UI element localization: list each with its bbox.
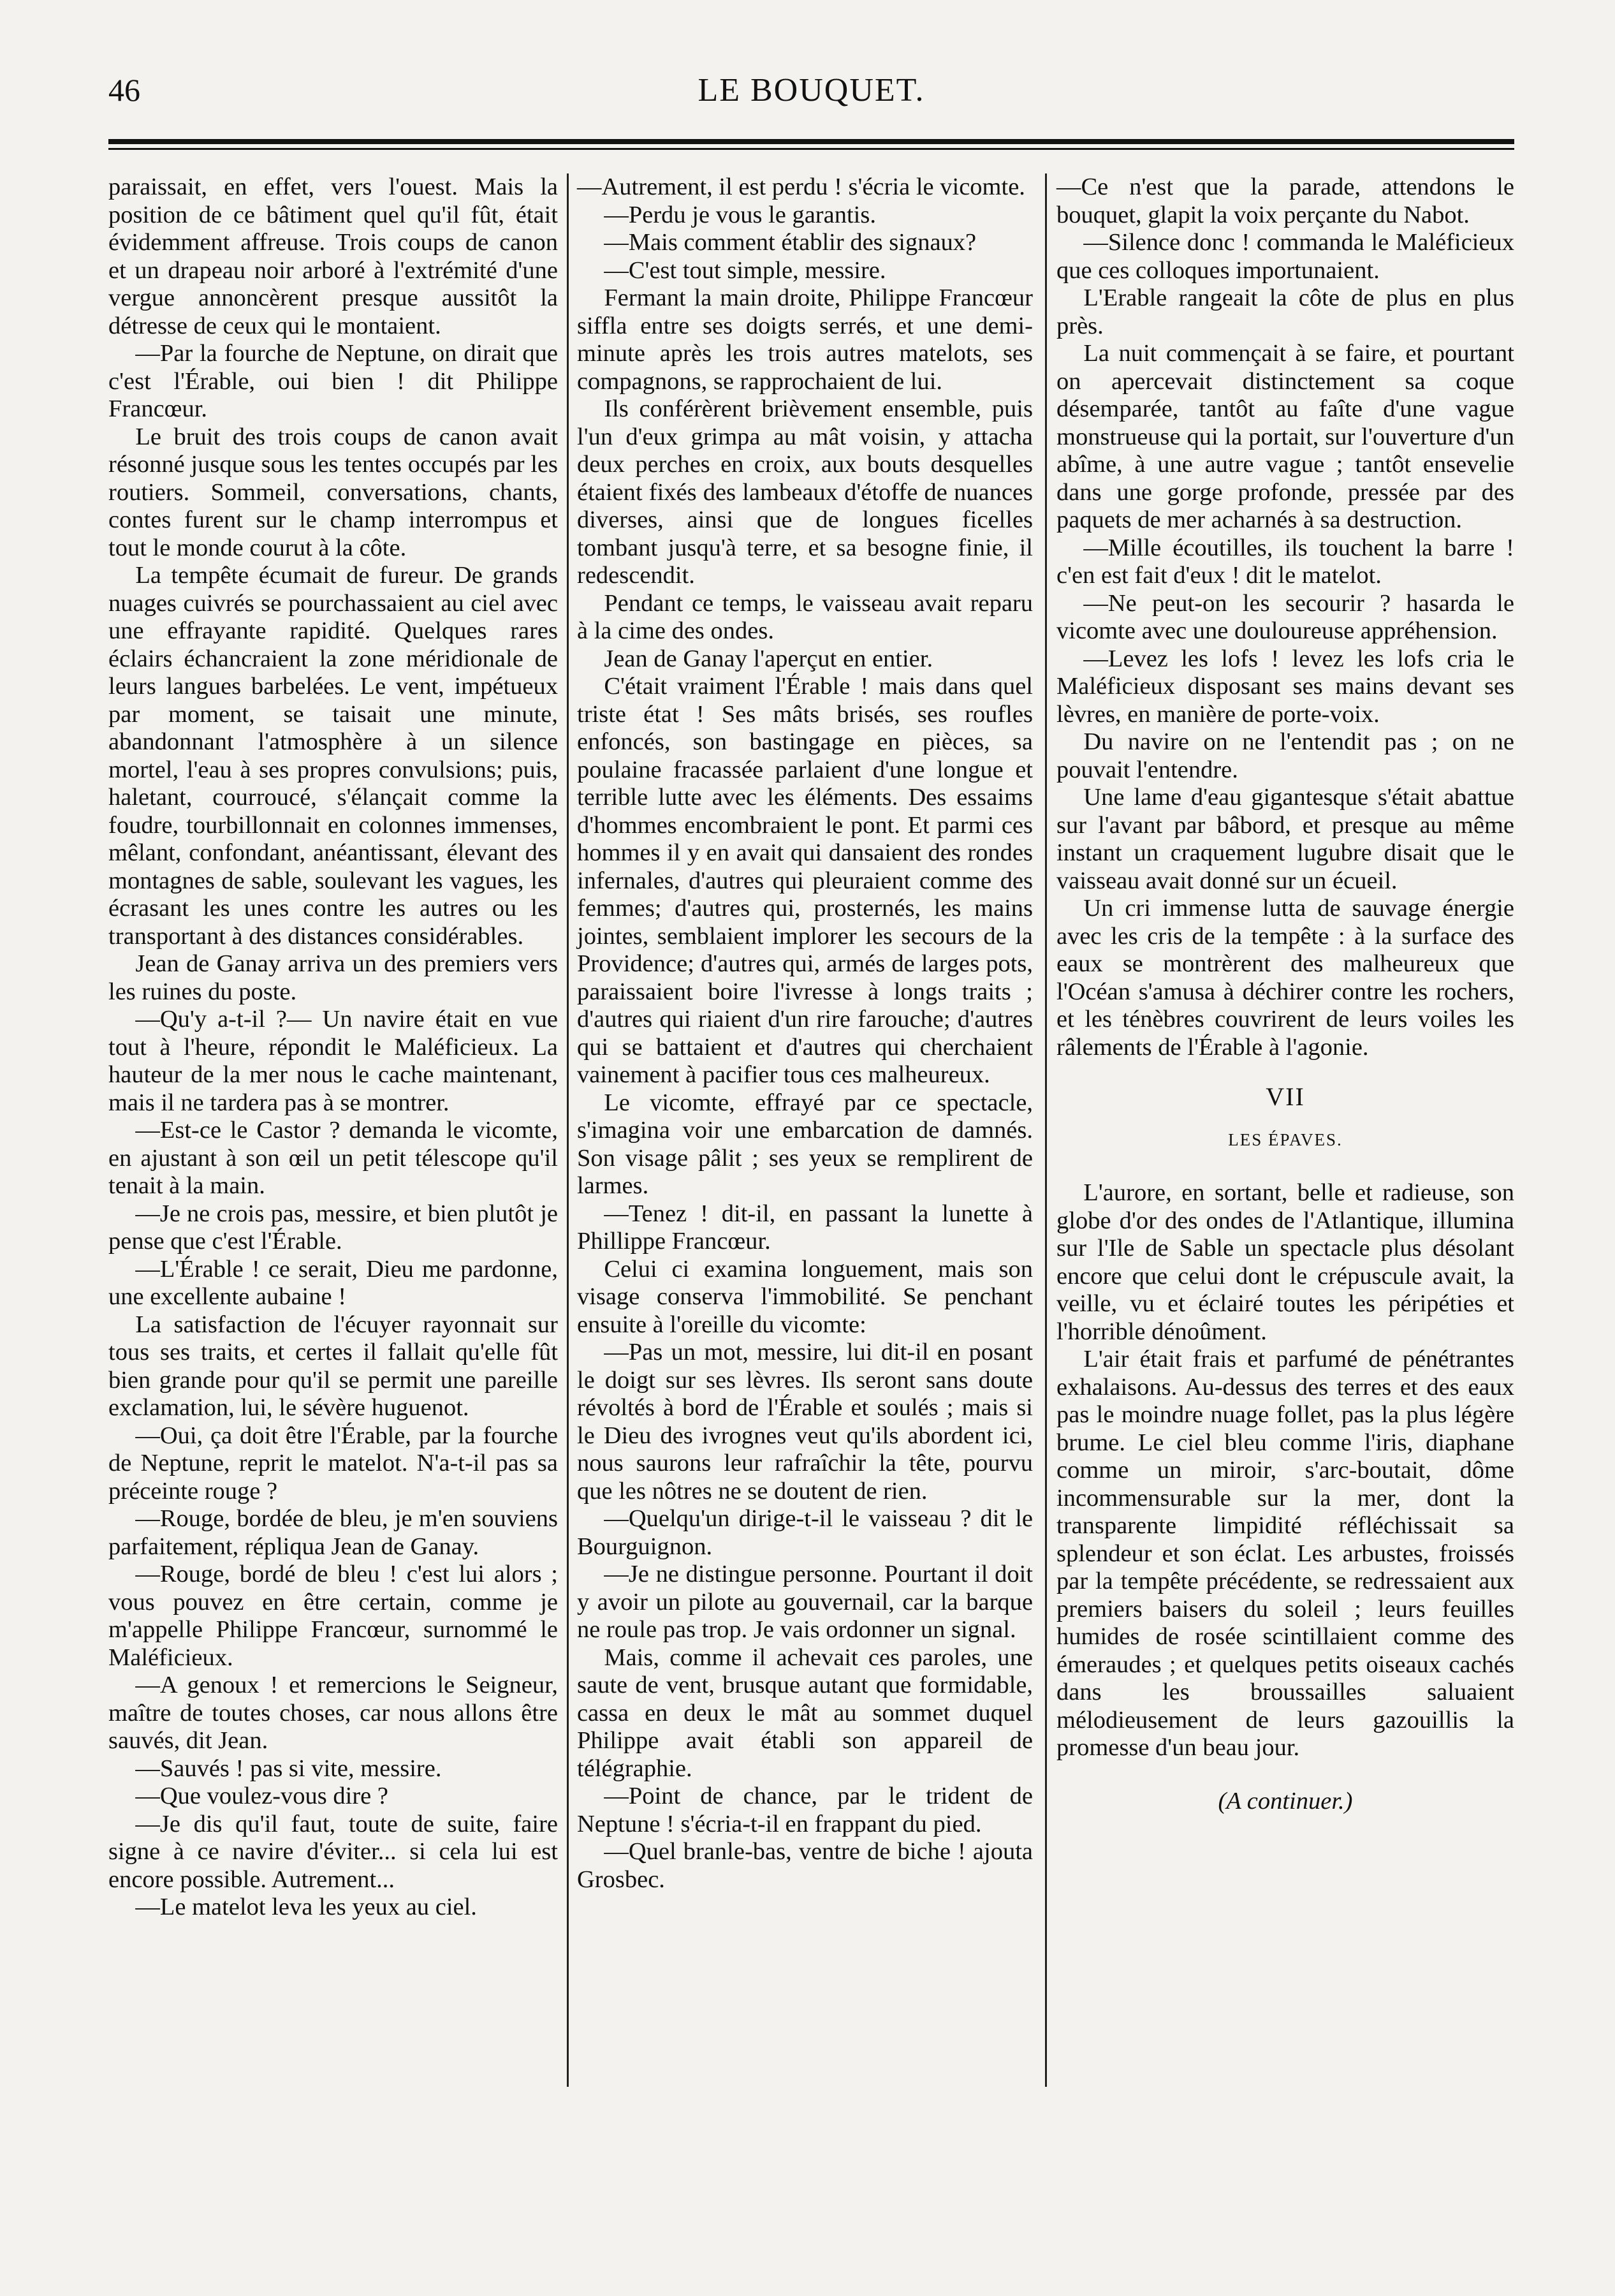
paragraph: —Je ne distingue personne. Pourtant il doit y avoir un pilote au gouvernail, car la barque ne roule pas trop. Je vais ordonner un signal.: [577, 1561, 1033, 1643]
paragraph: —Sauvés ! pas si vite, messire.: [135, 1755, 442, 1782]
paragraph: Le vicomte, effrayé par ce spectacle, s'imagina voir une embarcation de damnés. Son visage pâlit ; ses yeux se remplirent de larmes.: [577, 1089, 1033, 1199]
paragraph: Une lame d'eau gigantesque s'était abattue sur l'avant par bâbord, et presque au même instant un craquement lugubre disait que le vaisseau avait donné sur un écueil.: [1056, 784, 1514, 894]
text-column-2: [577, 173, 1033, 1894]
paragraph: —Autrement, il est perdu ! s'écria le vicomte.: [577, 173, 1025, 200]
paragraph: —Quel branle-bas, ventre de biche ! ajouta Grosbec.: [577, 1838, 1033, 1893]
column-divider: [1045, 173, 1047, 2087]
text-column-3: [1056, 173, 1514, 1815]
paragraph: Jean de Ganay arriva un des premiers vers les ruines du poste.: [108, 950, 558, 1005]
paragraph: —Par la fourche de Neptune, on dirait que c'est l'Érable, oui bien ! dit Philippe Francœur.: [108, 340, 558, 422]
paragraph: Ils conférèrent brièvement ensemble, puis l'un d'eux grimpa au mât voisin, y attacha deux perches en croix, aux bouts desquelles étaient fixés des lambeaux d'étoffe de nuances diverses, ainsi que de longues ficelles tombant jusqu'à terre, et sa besogne finie, il redescendit.: [577, 395, 1033, 589]
page-number: 46: [108, 72, 140, 108]
paragraph: Un cri immense lutta de sauvage énergie avec les cris de la tempête : à la surface des eaux se montrèrent des malheureux que l'Océan s'amusa à déchirer contre les rochers, et les ténèbres couvrirent de leurs voiles les râlements de l'Érable à l'agonie.: [1056, 895, 1514, 1061]
paragraph: Fermant la main droite, Philippe Francœur siffla entre ses doigts serrés, et une demi-minute après les trois autres matelots, ses compagnons, se rapprochaient de lui.: [577, 284, 1033, 395]
paragraph: —Mille écoutilles, ils touchent la barre ! c'en est fait d'eux ! dit le matelot.: [1056, 534, 1514, 589]
paragraph: Celui ci examina longuement, mais son visage conserva l'immobilité. Se penchant ensuite à l'oreille du vicomte:: [577, 1255, 1033, 1338]
paragraph: —Oui, ça doit être l'Érable, par la fourche de Neptune, reprit le matelot. N'a-t-il pas sa préceinte rouge ?: [108, 1422, 558, 1505]
paragraph: —Le matelot leva les yeux au ciel.: [135, 1894, 477, 1920]
column-divider: [567, 173, 569, 2087]
paragraph: —Ne peut-on les secourir ? hasarda le vicomte avec une douloureuse appréhension.: [1056, 589, 1514, 644]
paragraph: Du navire on ne l'entendit pas ; on ne pouvait l'entendre.: [1056, 728, 1514, 783]
paragraph: La nuit commençait à se faire, et pourtant on apercevait distinctement sa coque désemparée, tantôt au faîte d'une vague monstrueuse qui la portait, sur l'ouverture d'un abîme, à une autre vague ; tantôt ensevelie dans une gorge profonde, pressée par des paquets de mer acharnés à sa destruction.: [1056, 340, 1514, 533]
paragraph: Jean de Ganay l'aperçut en entier.: [604, 645, 933, 672]
paragraph: C'était vraiment l'Érable ! mais dans quel triste état ! Ses mâts brisés, ses roufles enfoncés, son bastingage en pièces, sa poulaine fracassée parlaient d'une longue et terrible lutte avec les éléments. Des essaims d'hommes encombraient le pont. Et parmi ces hommes il y en avait qui dansaient des rondes infernales, d'autres qui pleuraient comme des femmes; d'autres qui, prosternés, les mains jointes, semblaient implorer les secours de la Providence; d'autres qui, armés de larges pots, paraissaient boire l'ivresse à longs traits ; d'autres qui riaient d'un rire farouche; d'autres qui se battaient et d'autres qui cherchaient vainement à pacifier tous ces malheureux.: [577, 673, 1033, 1088]
paragraph: —Levez les lofs ! levez les lofs cria le Maléficieux disposant ses mains devant ses lèvres, en manière de porte-voix.: [1056, 645, 1514, 728]
paragraph: —Perdu je vous le garantis.: [604, 201, 876, 228]
paragraph: —Rouge, bordé de bleu ! c'est lui alors ; vous pouvez en être certain, comme je m'appelle Philippe Francœur, surnommé le Maléficieux.: [108, 1561, 558, 1671]
paragraph: —Tenez ! dit-il, en passant la lunette à Phillippe Francœur.: [577, 1200, 1033, 1255]
paragraph: —Je dis qu'il faut, toute de suite, faire signe à ce navire d'éviter... si cela lui est encore possible. Autrement...: [108, 1810, 558, 1893]
paragraph: Mais, comme il achevait ces paroles, une saute de vent, brusque autant que formidable, cassa en deux le mât au sommet duquel Philippe avait établi son appareil de télégraphie.: [577, 1644, 1033, 1782]
paragraph: —Mais comment établir des signaux?: [604, 229, 977, 256]
paragraph: —A genoux ! et remercions le Seigneur, maître de toutes choses, car nous allons être sauvés, dit Jean.: [108, 1672, 558, 1754]
paragraph: —Pas un mot, messire, lui dit-il en posant le doigt sur ses lèvres. Ils seront sans doute révoltés à bord de l'Érable et soulés ; mais si le Dieu des ivrognes veut qu'ils abordent ici, nous saurons leur rafraîchir la tête, pourvu que les nôtres ne se doutent de rien.: [577, 1339, 1033, 1505]
paragraph: —Quelqu'un dirige-t-il le vaisseau ? dit le Bourguignon.: [577, 1505, 1033, 1560]
paragraph: —L'Érable ! ce serait, Dieu me pardonne, une excellente aubaine !: [108, 1255, 558, 1310]
chapter-title: LES ÉPAVES.: [1228, 1130, 1343, 1149]
journal-title: LE BOUQUET.: [698, 72, 925, 108]
paragraph: —Que voulez-vous dire ?: [135, 1783, 388, 1809]
paragraph: La satisfaction de l'écuyer rayonnait sur tous ses traits, et certes il fallait qu'elle fût bien grande pour qu'il se permit une pareille exclamation, lui, le sévère huguenot.: [108, 1311, 558, 1421]
paragraph: —Qu'y a-t-il ?— Un navire était en vue tout à l'heure, répondit le Maléficieux. La hauteur de la mer nous le cache maintenant, mais il ne tardera pas à se montrer.: [108, 1006, 558, 1116]
paragraph: Le bruit des trois coups de canon avait résonné jusque sous les tentes occupés par les routiers. Sommeil, conversations, chants, contes furent sur le champ interrompus et tout le monde courut à la côte.: [108, 423, 558, 561]
paragraph: —Point de chance, par le trident de Neptune ! s'écria-t-il en frappant du pied.: [577, 1783, 1033, 1837]
paragraph: —Je ne crois pas, messire, et bien plutôt je pense que c'est l'Érable.: [108, 1200, 558, 1255]
paragraph: Pendant ce temps, le vaisseau avait reparu à la cime des ondes.: [577, 589, 1033, 644]
paragraph: —C'est tout simple, messire.: [604, 256, 886, 284]
paragraph: —Ce n'est que la parade, attendons le bouquet, glapit la voix perçante du Nabot.: [1056, 173, 1514, 228]
paragraph: L'Erable rangeait la côte de plus en plus près.: [1056, 284, 1514, 339]
paragraph: —Rouge, bordée de bleu, je m'en souviens parfaitement, répliqua Jean de Ganay.: [108, 1505, 558, 1560]
header-rule-thin: [108, 148, 1514, 150]
text-column-1: [108, 173, 558, 1922]
paragraph: —Est-ce le Castor ? demanda le vicomte, en ajustant à son œil un petit télescope qu'il tenait à la main.: [108, 1117, 558, 1199]
header-rule-thick: [108, 139, 1514, 144]
chapter-number: VII: [1266, 1082, 1305, 1111]
paragraph: L'aurore, en sortant, belle et radieuse, son globe d'or des ondes de l'Atlantique, illumina sur l'Ile de Sable un spectacle plus désolant encore que celui dont le crépuscule avait, la veille, vu et éclairé toutes les péripéties et l'horrible dénoûment.: [1056, 1179, 1514, 1345]
paragraph: L'air était frais et parfumé de pénétrantes exhalaisons. Au-dessus des terres et des eaux pas le moindre nuage follet, pas la plus légère brume. Le ciel bleu comme l'iris, diaphane comme un miroir, s'arc-boutait, dôme incommensurable sur la mer, dont la transparente limpidité réfléchissait sa splendeur et son éclat. Les arbustes, froissés par la tempête précédente, se redressaient aux premiers baisers du soleil ; leurs feuilles humides de rosée scintillaient comme des émeraudes ; et quelques petits oiseaux cachés dans les broussailles saluaient mélodieusement de leurs gazouillis la promesse d'un beau jour.: [1056, 1346, 1514, 1761]
page-header: [108, 71, 1514, 116]
paragraph: paraissait, en effet, vers l'ouest. Mais la position de ce bâtiment quel qu'il fût, était évidemment affreuse. Trois coups de canon et un drapeau noir arboré à l'extrémité d'une vergue annoncèrent presque aussitôt la détresse de ceux qui le montaient.: [108, 173, 558, 339]
continued-note: (A continuer.): [1218, 1787, 1353, 1814]
paragraph: La tempête écumait de fureur. De grands nuages cuivrés se pourchassaient au ciel avec une effrayante rapidité. Quelques rares éclairs échancraient la zone méridionale de leurs langues barbelées. Le vent, impétueux par moment, se taisait une minute, abandonnant l'atmosphère à un silence mortel, l'eau à ses propres convulsions; puis, haletant, courroucé, s'élançait comme la foudre, tourbillonnait en colonnes immenses, mêlant, confondant, anéantissant, élevant des montagnes de sable, soulevant les vagues, les écrasant les unes contre les autres ou les transportant à des distances considérables.: [108, 562, 558, 950]
paragraph: —Silence donc ! commanda le Maléficieux que ces colloques importunaient.: [1056, 229, 1514, 284]
